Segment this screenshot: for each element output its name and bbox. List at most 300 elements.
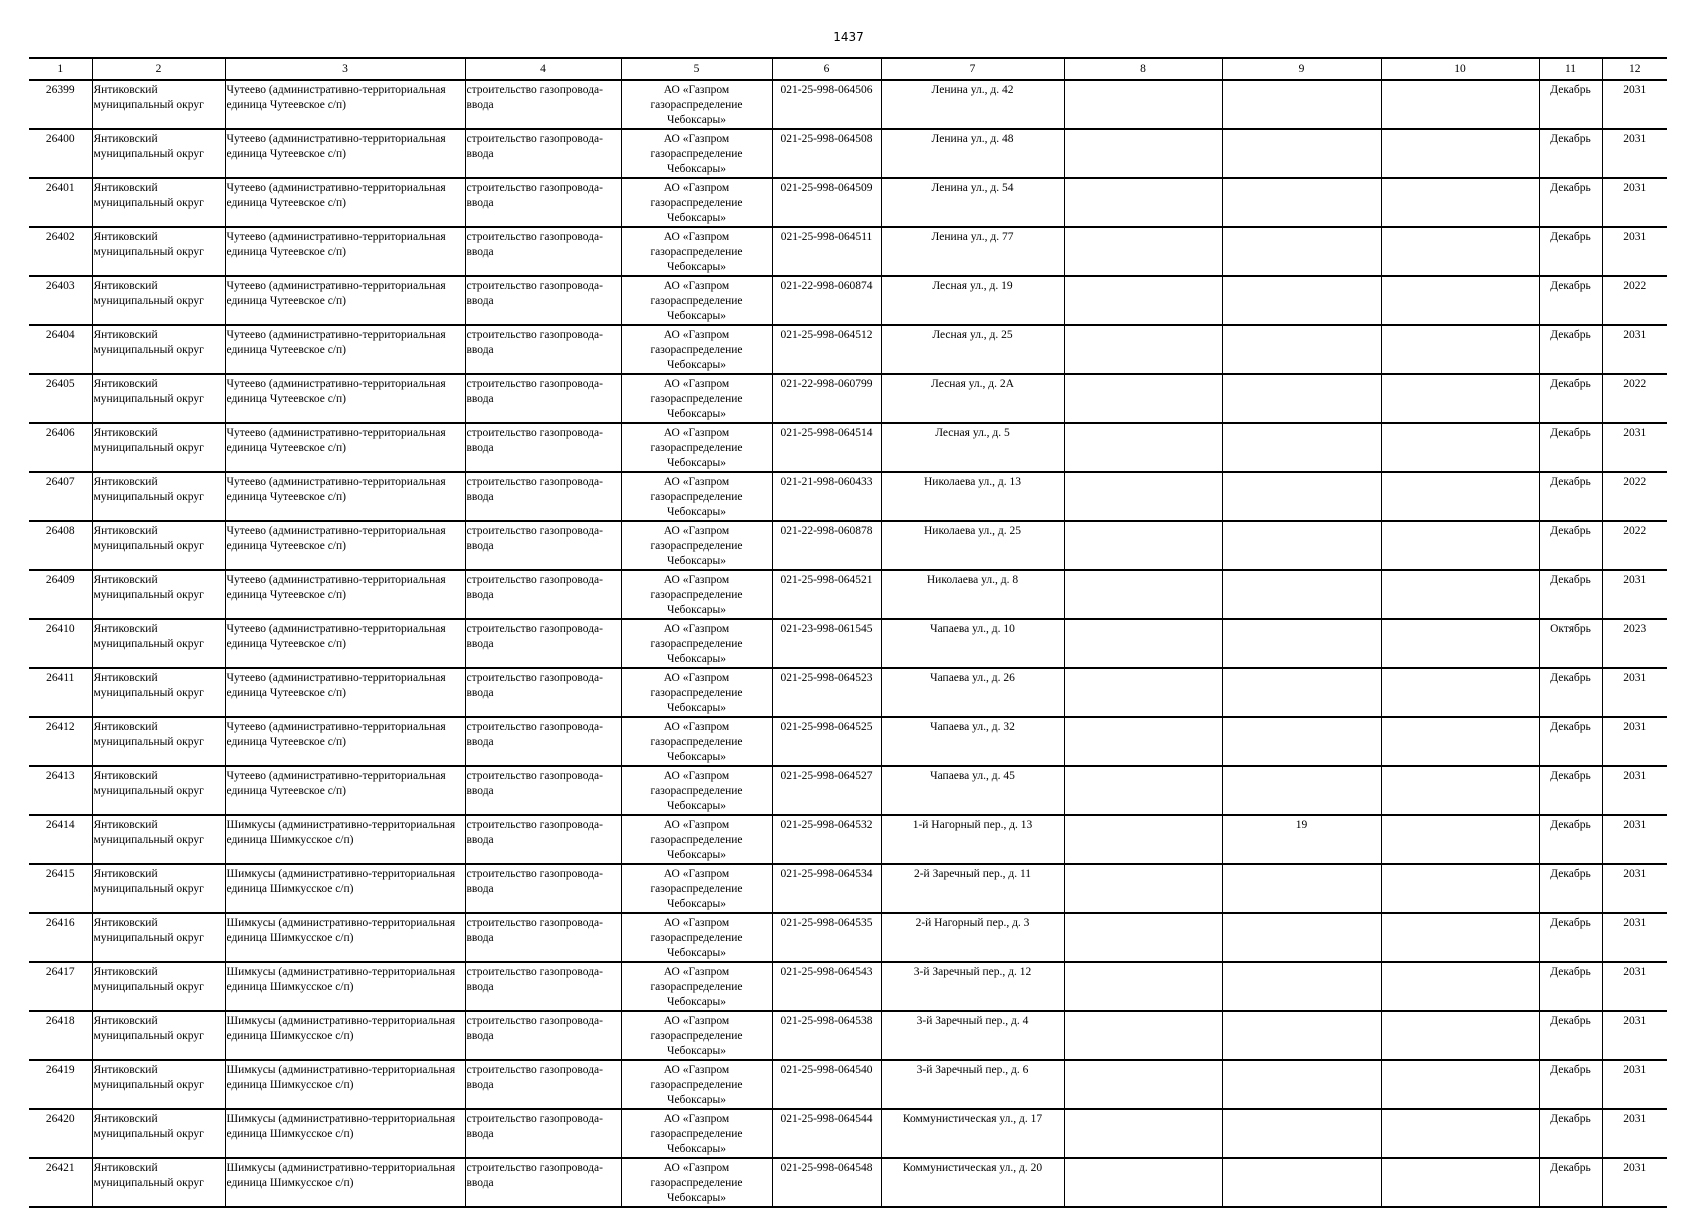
row-number-cell: 26410	[29, 619, 92, 668]
district-cell: Янтиковский муниципальный округ	[92, 962, 225, 1011]
month-cell: Декабрь	[1539, 276, 1602, 325]
month-cell: Декабрь	[1539, 668, 1602, 717]
column-header-2: 2	[92, 58, 225, 80]
year-cell: 2031	[1602, 766, 1667, 815]
object-code-cell: 021-25-998-064540	[772, 1060, 881, 1109]
district-cell: Янтиковский муниципальный округ	[92, 619, 225, 668]
settlement-cell: Чутеево (административно-территориальная единица Чутеевское с/п)	[225, 227, 465, 276]
address-cell: Лесная ул., д. 2А	[881, 374, 1064, 423]
object-code-cell: 021-25-998-064535	[772, 913, 881, 962]
col-10-cell	[1381, 815, 1539, 864]
year-cell: 2031	[1602, 668, 1667, 717]
work-type-cell: строительство газопровода-ввода	[465, 80, 621, 129]
address-cell: Чапаева ул., д. 32	[881, 717, 1064, 766]
settlement-cell: Чутеево (административно-территориальная единица Чутеевское с/п)	[225, 423, 465, 472]
work-type-cell: строительство газопровода-ввода	[465, 1109, 621, 1158]
table-row	[29, 129, 1667, 178]
col-8-cell	[1064, 815, 1222, 864]
col-8-cell	[1064, 276, 1222, 325]
company-cell: АО «Газпром газораспределение Чебоксары»	[621, 717, 772, 766]
month-cell: Октябрь	[1539, 619, 1602, 668]
year-cell: 2031	[1602, 962, 1667, 1011]
col-9-cell	[1222, 472, 1381, 521]
year-cell: 2022	[1602, 374, 1667, 423]
row-number-cell: 26409	[29, 570, 92, 619]
col-10-cell	[1381, 766, 1539, 815]
company-cell: АО «Газпром газораспределение Чебоксары»	[621, 1011, 772, 1060]
settlement-cell: Чутеево (административно-территориальная единица Чутеевское с/п)	[225, 766, 465, 815]
col-8-cell	[1064, 80, 1222, 129]
page-number: 1437	[833, 30, 864, 44]
row-number-cell: 26414	[29, 815, 92, 864]
address-cell: 3-й Заречный пер., д. 4	[881, 1011, 1064, 1060]
settlement-cell: Шимкусы (административно-территориальная единица Шимкусское с/п)	[225, 1011, 465, 1060]
work-type-cell: строительство газопровода-ввода	[465, 1060, 621, 1109]
work-type-cell: строительство газопровода-ввода	[465, 766, 621, 815]
row-number-cell: 26421	[29, 1158, 92, 1207]
year-cell: 2031	[1602, 178, 1667, 227]
col-8-cell	[1064, 1060, 1222, 1109]
col-9-cell	[1222, 423, 1381, 472]
work-type-cell: строительство газопровода-ввода	[465, 129, 621, 178]
company-cell: АО «Газпром газораспределение Чебоксары»	[621, 374, 772, 423]
work-type-cell: строительство газопровода-ввода	[465, 962, 621, 1011]
column-header-10: 10	[1381, 58, 1539, 80]
table-body	[29, 80, 1667, 1207]
column-header-1: 1	[29, 58, 92, 80]
address-cell: Чапаева ул., д. 26	[881, 668, 1064, 717]
row-number-cell: 26400	[29, 129, 92, 178]
col-10-cell	[1381, 1109, 1539, 1158]
col-10-cell	[1381, 717, 1539, 766]
object-code-cell: 021-25-998-064506	[772, 80, 881, 129]
object-code-cell: 021-25-998-064521	[772, 570, 881, 619]
row-number-cell: 26416	[29, 913, 92, 962]
col-9-cell	[1222, 227, 1381, 276]
col-10-cell	[1381, 227, 1539, 276]
row-number-cell: 26401	[29, 178, 92, 227]
table-row	[29, 276, 1667, 325]
col-9-cell	[1222, 864, 1381, 913]
col-8-cell	[1064, 1109, 1222, 1158]
work-type-cell: строительство газопровода-ввода	[465, 815, 621, 864]
col-9-cell	[1222, 1011, 1381, 1060]
month-cell: Декабрь	[1539, 472, 1602, 521]
col-8-cell	[1064, 129, 1222, 178]
row-number-cell: 26418	[29, 1011, 92, 1060]
column-header-3: 3	[225, 58, 465, 80]
work-type-cell: строительство газопровода-ввода	[465, 717, 621, 766]
work-type-cell: строительство газопровода-ввода	[465, 276, 621, 325]
year-cell: 2031	[1602, 227, 1667, 276]
row-number-cell: 26413	[29, 766, 92, 815]
object-code-cell: 021-22-998-060874	[772, 276, 881, 325]
address-cell: Коммунистическая ул., д. 17	[881, 1109, 1064, 1158]
column-header-7: 7	[881, 58, 1064, 80]
column-header-12: 12	[1602, 58, 1667, 80]
table-row	[29, 423, 1667, 472]
table-row	[29, 913, 1667, 962]
col-9-cell	[1222, 325, 1381, 374]
object-code-cell: 021-22-998-060878	[772, 521, 881, 570]
work-type-cell: строительство газопровода-ввода	[465, 1011, 621, 1060]
col-9-cell	[1222, 668, 1381, 717]
settlement-cell: Чутеево (административно-территориальная единица Чутеевское с/п)	[225, 276, 465, 325]
settlement-cell: Чутеево (административно-территориальная единица Чутеевское с/п)	[225, 325, 465, 374]
district-cell: Янтиковский муниципальный округ	[92, 178, 225, 227]
table-row	[29, 619, 1667, 668]
col-8-cell	[1064, 619, 1222, 668]
table-row	[29, 766, 1667, 815]
address-cell: Лесная ул., д. 25	[881, 325, 1064, 374]
year-cell: 2031	[1602, 1060, 1667, 1109]
col-10-cell	[1381, 1011, 1539, 1060]
company-cell: АО «Газпром газораспределение Чебоксары»	[621, 325, 772, 374]
month-cell: Декабрь	[1539, 129, 1602, 178]
district-cell: Янтиковский муниципальный округ	[92, 423, 225, 472]
col-8-cell	[1064, 423, 1222, 472]
object-code-cell: 021-25-998-064548	[772, 1158, 881, 1207]
col-8-cell	[1064, 913, 1222, 962]
month-cell: Декабрь	[1539, 815, 1602, 864]
year-cell: 2031	[1602, 423, 1667, 472]
settlement-cell: Шимкусы (административно-территориальная единица Шимкусское с/п)	[225, 962, 465, 1011]
settlement-cell: Чутеево (административно-территориальная единица Чутеевское с/п)	[225, 178, 465, 227]
work-type-cell: строительство газопровода-ввода	[465, 570, 621, 619]
company-cell: АО «Газпром газораспределение Чебоксары»	[621, 1060, 772, 1109]
table-row	[29, 1011, 1667, 1060]
col-8-cell	[1064, 227, 1222, 276]
object-code-cell: 021-25-998-064512	[772, 325, 881, 374]
company-cell: АО «Газпром газораспределение Чебоксары»	[621, 815, 772, 864]
col-9-cell	[1222, 178, 1381, 227]
work-type-cell: строительство газопровода-ввода	[465, 864, 621, 913]
table-row	[29, 178, 1667, 227]
work-type-cell: строительство газопровода-ввода	[465, 521, 621, 570]
company-cell: АО «Газпром газораспределение Чебоксары»	[621, 227, 772, 276]
company-cell: АО «Газпром газораспределение Чебоксары»	[621, 913, 772, 962]
col-10-cell	[1381, 472, 1539, 521]
col-10-cell	[1381, 325, 1539, 374]
address-cell: Николаева ул., д. 8	[881, 570, 1064, 619]
district-cell: Янтиковский муниципальный округ	[92, 766, 225, 815]
district-cell: Янтиковский муниципальный округ	[92, 1158, 225, 1207]
col-10-cell	[1381, 668, 1539, 717]
month-cell: Декабрь	[1539, 521, 1602, 570]
company-cell: АО «Газпром газораспределение Чебоксары»	[621, 178, 772, 227]
address-cell: Ленина ул., д. 77	[881, 227, 1064, 276]
col-9-cell	[1222, 1060, 1381, 1109]
col-9-cell	[1222, 129, 1381, 178]
col-10-cell	[1381, 178, 1539, 227]
col-10-cell	[1381, 864, 1539, 913]
address-cell: 2-й Заречный пер., д. 11	[881, 864, 1064, 913]
address-cell: 1-й Нагорный пер., д. 13	[881, 815, 1064, 864]
address-cell: 3-й Заречный пер., д. 6	[881, 1060, 1064, 1109]
work-type-cell: строительство газопровода-ввода	[465, 423, 621, 472]
row-number-cell: 26404	[29, 325, 92, 374]
work-type-cell: строительство газопровода-ввода	[465, 227, 621, 276]
district-cell: Янтиковский муниципальный округ	[92, 717, 225, 766]
col-10-cell	[1381, 570, 1539, 619]
company-cell: АО «Газпром газораспределение Чебоксары»	[621, 423, 772, 472]
district-cell: Янтиковский муниципальный округ	[92, 325, 225, 374]
col-8-cell	[1064, 374, 1222, 423]
company-cell: АО «Газпром газораспределение Чебоксары»	[621, 80, 772, 129]
work-type-cell: строительство газопровода-ввода	[465, 472, 621, 521]
month-cell: Декабрь	[1539, 570, 1602, 619]
col-9-cell	[1222, 521, 1381, 570]
col-10-cell	[1381, 423, 1539, 472]
table-row	[29, 570, 1667, 619]
work-type-cell: строительство газопровода-ввода	[465, 913, 621, 962]
company-cell: АО «Газпром газораспределение Чебоксары»	[621, 962, 772, 1011]
gas-pipeline-register-table	[29, 57, 1667, 1208]
district-cell: Янтиковский муниципальный округ	[92, 374, 225, 423]
col-8-cell	[1064, 521, 1222, 570]
table-row	[29, 962, 1667, 1011]
year-cell: 2031	[1602, 913, 1667, 962]
settlement-cell: Шимкусы (административно-территориальная единица Шимкусское с/п)	[225, 815, 465, 864]
col-9-cell	[1222, 80, 1381, 129]
settlement-cell: Чутеево (административно-территориальная единица Чутеевское с/п)	[225, 521, 465, 570]
row-number-cell: 26402	[29, 227, 92, 276]
work-type-cell: строительство газопровода-ввода	[465, 178, 621, 227]
settlement-cell: Чутеево (административно-территориальная единица Чутеевское с/п)	[225, 472, 465, 521]
object-code-cell: 021-21-998-060433	[772, 472, 881, 521]
table-row	[29, 717, 1667, 766]
district-cell: Янтиковский муниципальный округ	[92, 1109, 225, 1158]
object-code-cell: 021-25-998-064532	[772, 815, 881, 864]
company-cell: АО «Газпром газораспределение Чебоксары»	[621, 668, 772, 717]
company-cell: АО «Газпром газораспределение Чебоксары»	[621, 1158, 772, 1207]
year-cell: 2031	[1602, 1109, 1667, 1158]
settlement-cell: Шимкусы (административно-территориальная единица Шимкусское с/п)	[225, 1060, 465, 1109]
row-number-cell: 26403	[29, 276, 92, 325]
col-9-cell	[1222, 766, 1381, 815]
work-type-cell: строительство газопровода-ввода	[465, 668, 621, 717]
column-header-9: 9	[1222, 58, 1381, 80]
year-cell: 2031	[1602, 570, 1667, 619]
col-9-cell: 19	[1222, 815, 1381, 864]
settlement-cell: Чутеево (административно-территориальная единица Чутеевское с/п)	[225, 717, 465, 766]
company-cell: АО «Газпром газораспределение Чебоксары»	[621, 570, 772, 619]
table-row	[29, 1060, 1667, 1109]
month-cell: Декабрь	[1539, 423, 1602, 472]
col-10-cell	[1381, 129, 1539, 178]
address-cell: Николаева ул., д. 25	[881, 521, 1064, 570]
year-cell: 2022	[1602, 521, 1667, 570]
work-type-cell: строительство газопровода-ввода	[465, 325, 621, 374]
month-cell: Декабрь	[1539, 1109, 1602, 1158]
col-8-cell	[1064, 864, 1222, 913]
col-10-cell	[1381, 913, 1539, 962]
address-cell: Ленина ул., д. 48	[881, 129, 1064, 178]
address-cell: Чапаева ул., д. 10	[881, 619, 1064, 668]
address-cell: Лесная ул., д. 19	[881, 276, 1064, 325]
year-cell: 2031	[1602, 864, 1667, 913]
month-cell: Декабрь	[1539, 178, 1602, 227]
month-cell: Декабрь	[1539, 1060, 1602, 1109]
district-cell: Янтиковский муниципальный округ	[92, 129, 225, 178]
col-10-cell	[1381, 374, 1539, 423]
object-code-cell: 021-25-998-064525	[772, 717, 881, 766]
settlement-cell: Чутеево (административно-территориальная единица Чутеевское с/п)	[225, 374, 465, 423]
col-10-cell	[1381, 962, 1539, 1011]
object-code-cell: 021-22-998-060799	[772, 374, 881, 423]
col-9-cell	[1222, 717, 1381, 766]
company-cell: АО «Газпром газораспределение Чебоксары»	[621, 766, 772, 815]
year-cell: 2031	[1602, 80, 1667, 129]
col-10-cell	[1381, 521, 1539, 570]
month-cell: Декабрь	[1539, 962, 1602, 1011]
month-cell: Декабрь	[1539, 1011, 1602, 1060]
table-row	[29, 864, 1667, 913]
company-cell: АО «Газпром газораспределение Чебоксары»	[621, 472, 772, 521]
work-type-cell: строительство газопровода-ввода	[465, 374, 621, 423]
col-8-cell	[1064, 962, 1222, 1011]
district-cell: Янтиковский муниципальный округ	[92, 80, 225, 129]
settlement-cell: Чутеево (административно-территориальная единица Чутеевское с/п)	[225, 80, 465, 129]
month-cell: Декабрь	[1539, 913, 1602, 962]
col-9-cell	[1222, 962, 1381, 1011]
col-8-cell	[1064, 178, 1222, 227]
address-cell: Лесная ул., д. 5	[881, 423, 1064, 472]
year-cell: 2031	[1602, 717, 1667, 766]
settlement-cell: Чутеево (административно-территориальная единица Чутеевское с/п)	[225, 619, 465, 668]
col-8-cell	[1064, 1011, 1222, 1060]
table-row	[29, 668, 1667, 717]
object-code-cell: 021-25-998-064527	[772, 766, 881, 815]
col-10-cell	[1381, 619, 1539, 668]
col-10-cell	[1381, 276, 1539, 325]
address-cell: Ленина ул., д. 54	[881, 178, 1064, 227]
work-type-cell: строительство газопровода-ввода	[465, 619, 621, 668]
object-code-cell: 021-25-998-064509	[772, 178, 881, 227]
year-cell: 2031	[1602, 325, 1667, 374]
address-cell: 3-й Заречный пер., д. 12	[881, 962, 1064, 1011]
col-9-cell	[1222, 276, 1381, 325]
column-header-5: 5	[621, 58, 772, 80]
district-cell: Янтиковский муниципальный округ	[92, 1060, 225, 1109]
column-number-header-row	[29, 58, 1667, 80]
year-cell: 2023	[1602, 619, 1667, 668]
col-9-cell	[1222, 913, 1381, 962]
row-number-cell: 26420	[29, 1109, 92, 1158]
year-cell: 2022	[1602, 276, 1667, 325]
column-header-6: 6	[772, 58, 881, 80]
row-number-cell: 26408	[29, 521, 92, 570]
settlement-cell: Чутеево (административно-территориальная единица Чутеевское с/п)	[225, 668, 465, 717]
row-number-cell: 26419	[29, 1060, 92, 1109]
row-number-cell: 26415	[29, 864, 92, 913]
company-cell: АО «Газпром газораспределение Чебоксары»	[621, 1109, 772, 1158]
month-cell: Декабрь	[1539, 80, 1602, 129]
row-number-cell: 26399	[29, 80, 92, 129]
table-row	[29, 815, 1667, 864]
column-header-8: 8	[1064, 58, 1222, 80]
work-type-cell: строительство газопровода-ввода	[465, 1158, 621, 1207]
col-8-cell	[1064, 472, 1222, 521]
object-code-cell: 021-25-998-064534	[772, 864, 881, 913]
row-number-cell: 26411	[29, 668, 92, 717]
table-row	[29, 472, 1667, 521]
col-8-cell	[1064, 325, 1222, 374]
row-number-cell: 26406	[29, 423, 92, 472]
year-cell: 2031	[1602, 815, 1667, 864]
company-cell: АО «Газпром газораспределение Чебоксары»	[621, 276, 772, 325]
row-number-cell: 26412	[29, 717, 92, 766]
col-8-cell	[1064, 717, 1222, 766]
company-cell: АО «Газпром газораспределение Чебоксары»	[621, 864, 772, 913]
table-row	[29, 1109, 1667, 1158]
company-cell: АО «Газпром газораспределение Чебоксары»	[621, 129, 772, 178]
company-cell: АО «Газпром газораспределение Чебоксары»	[621, 619, 772, 668]
district-cell: Янтиковский муниципальный округ	[92, 276, 225, 325]
col-8-cell	[1064, 766, 1222, 815]
address-cell: 2-й Нагорный пер., д. 3	[881, 913, 1064, 962]
column-header-4: 4	[465, 58, 621, 80]
month-cell: Декабрь	[1539, 864, 1602, 913]
row-number-cell: 26407	[29, 472, 92, 521]
object-code-cell: 021-25-998-064511	[772, 227, 881, 276]
settlement-cell: Шимкусы (административно-территориальная единица Шимкусское с/п)	[225, 1158, 465, 1207]
settlement-cell: Шимкусы (административно-территориальная единица Шимкусское с/п)	[225, 913, 465, 962]
district-cell: Янтиковский муниципальный округ	[92, 815, 225, 864]
column-header-11: 11	[1539, 58, 1602, 80]
object-code-cell: 021-25-998-064543	[772, 962, 881, 1011]
table-row	[29, 374, 1667, 423]
year-cell: 2031	[1602, 129, 1667, 178]
object-code-cell: 021-25-998-064544	[772, 1109, 881, 1158]
address-cell: Ленина ул., д. 42	[881, 80, 1064, 129]
table-row	[29, 325, 1667, 374]
district-cell: Янтиковский муниципальный округ	[92, 864, 225, 913]
district-cell: Янтиковский муниципальный округ	[92, 913, 225, 962]
table-row	[29, 227, 1667, 276]
month-cell: Декабрь	[1539, 325, 1602, 374]
settlement-cell: Чутеево (административно-территориальная единица Чутеевское с/п)	[225, 129, 465, 178]
settlement-cell: Шимкусы (административно-территориальная единица Шимкусское с/п)	[225, 864, 465, 913]
col-10-cell	[1381, 1060, 1539, 1109]
address-cell: Чапаева ул., д. 45	[881, 766, 1064, 815]
col-9-cell	[1222, 1109, 1381, 1158]
company-cell: АО «Газпром газораспределение Чебоксары»	[621, 521, 772, 570]
district-cell: Янтиковский муниципальный округ	[92, 521, 225, 570]
settlement-cell: Чутеево (административно-территориальная единица Чутеевское с/п)	[225, 570, 465, 619]
district-cell: Янтиковский муниципальный округ	[92, 1011, 225, 1060]
col-10-cell	[1381, 80, 1539, 129]
row-number-cell: 26417	[29, 962, 92, 1011]
table-row	[29, 80, 1667, 129]
object-code-cell: 021-25-998-064508	[772, 129, 881, 178]
object-code-cell: 021-25-998-064538	[772, 1011, 881, 1060]
month-cell: Декабрь	[1539, 1158, 1602, 1207]
col-9-cell	[1222, 619, 1381, 668]
district-cell: Янтиковский муниципальный округ	[92, 472, 225, 521]
settlement-cell: Шимкусы (административно-территориальная единица Шимкусское с/п)	[225, 1109, 465, 1158]
object-code-cell: 021-23-998-061545	[772, 619, 881, 668]
month-cell: Декабрь	[1539, 374, 1602, 423]
district-cell: Янтиковский муниципальный округ	[92, 668, 225, 717]
table-row	[29, 521, 1667, 570]
col-9-cell	[1222, 570, 1381, 619]
year-cell: 2022	[1602, 472, 1667, 521]
object-code-cell: 021-25-998-064514	[772, 423, 881, 472]
month-cell: Декабрь	[1539, 766, 1602, 815]
address-cell: Коммунистическая ул., д. 20	[881, 1158, 1064, 1207]
year-cell: 2031	[1602, 1158, 1667, 1207]
